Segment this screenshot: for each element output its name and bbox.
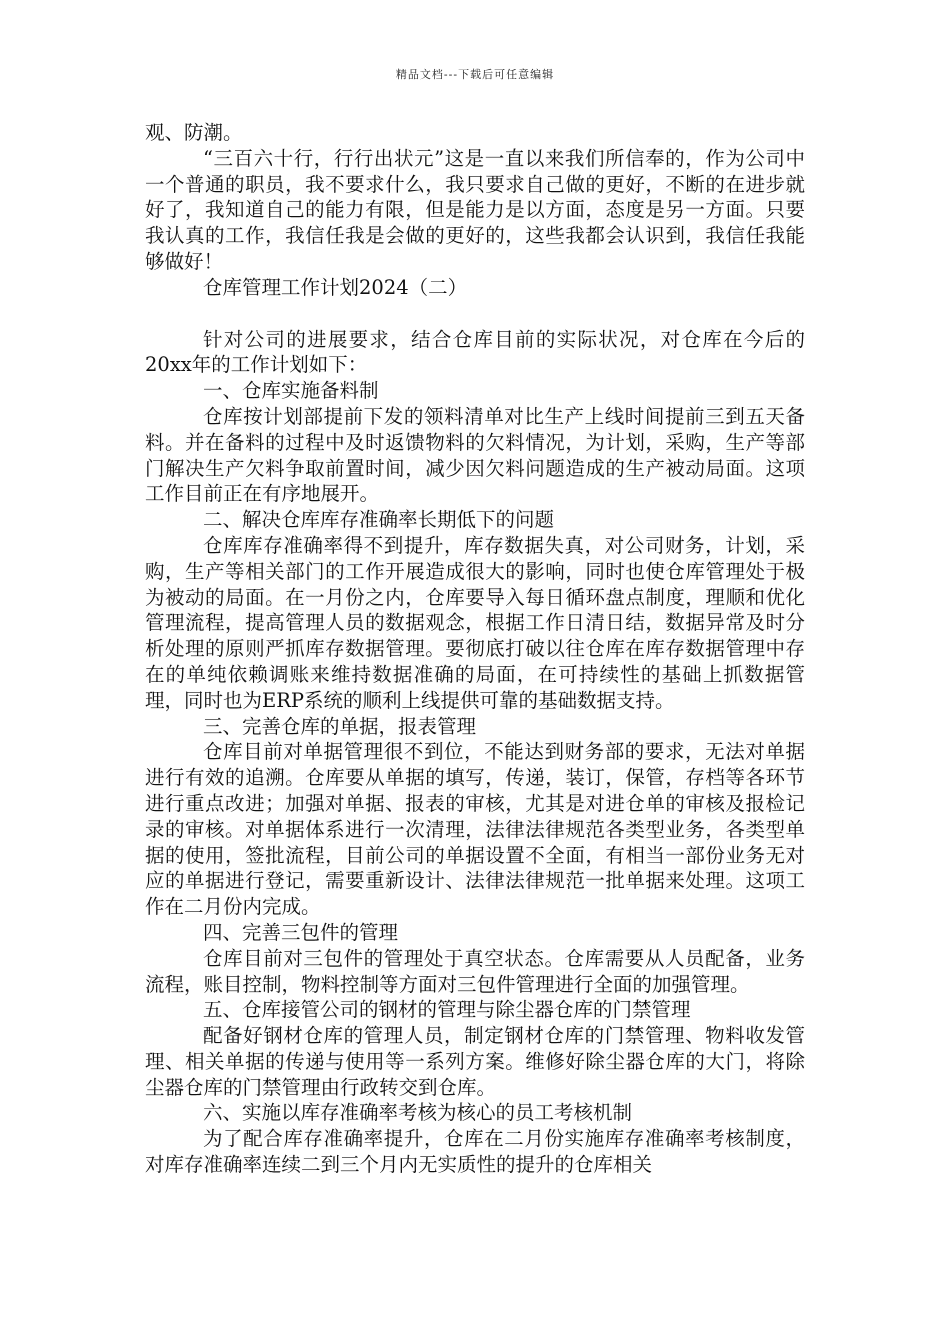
section-title: 仓库管理工作计划2024（二）	[203, 275, 468, 299]
heading-6: 六、实施以库存准确率考核为核心的员工考核机制	[203, 1101, 633, 1125]
blank-line	[145, 301, 805, 327]
paragraph-1: 仓库按计划部提前下发的领料清单对比生产上线时间提前三到五天备料。并在备料的过程中及时返馈物料的欠料情况，为计划，采购，生产等部门解决生产欠料争取前置时间，减少因欠料问题造成的生产被动局面。这项工作目前正在有序地展开。	[145, 404, 805, 506]
page-header: 精品文档---下载后可任意编辑	[395, 68, 555, 81]
heading-2: 二、解决仓库库存准确率长期低下的问题	[203, 508, 555, 532]
heading-3: 三、完善仓库的单据，报表管理	[203, 714, 477, 738]
paragraph-motto: “三百六十行，行行出状元”这是一直以来我们所信奉的，作为公司中一个普通的职员，我不要求什么，我只要求自己做的更好，不断的在进步就好了，我知道自己的能力有限，但是能力是以方面，态度是另一方面。只要我认真的工作，我信任我是会做的更好的，这些我都会认识到，我信任我能够做好！	[145, 146, 805, 273]
paragraph-5: 配备好钢材仓库的管理人员，制定钢材仓库的门禁管理、物料收发管理、相关单据的传递与使用等一系列方案。维修好除尘器仓库的大门，将除尘器仓库的门禁管理由行政转交到仓库。	[145, 1024, 805, 1099]
paragraph-continuation: 观、防潮。	[145, 121, 243, 144]
heading-1: 一、仓库实施备料制	[203, 379, 379, 403]
paragraph-intro: 针对公司的进展要求，结合仓库目前的实际状况，对仓库在今后的20xx年的工作计划如下：	[145, 327, 805, 377]
paragraph-2: 仓库库存准确率得不到提升，库存数据失真，对公司财务，计划，采购，生产等相关部门的工作开展造成很大的影响，同时也使仓库管理处于极为被动的局面。在一月份之内，仓库要导入每日循环盘点制度，理顺和优化管理流程，提高管理人员的数据观念，根据工作日清日结，数据异常及时分析处理的原则严抓库存数据管理。要彻底打破以往仓库在库存数据管理中存在的单纯依赖调账来维持数据准确的局面，在可持续性的基础上抓数据管理，同时也为ERP系统的顺利上线提供可靠的基础数据支持。	[145, 533, 805, 712]
document-body	[145, 120, 805, 1178]
paragraph-4: 仓库目前对三包件的管理处于真空状态。仓库需要从人员配备，业务流程，账目控制，物料控制等方面对三包件管理进行全面的加强管理。	[145, 946, 805, 996]
heading-4: 四、完善三包件的管理	[203, 920, 399, 944]
paragraph-6: 为了配合库存准确率提升，仓库在二月份实施库存准确率考核制度，对库存准确率连续二到三个月内无实质性的提升的仓库相关	[145, 1127, 805, 1177]
heading-5: 五、仓库接管公司的钢材的管理与除尘器仓库的门禁管理	[203, 998, 691, 1022]
paragraph-3: 仓库目前对单据管理很不到位，不能达到财务部的要求，无法对单据进行有效的追溯。仓库要从单据的填写，传递，装订，保管，存档等各环节进行重点改进；加强对单据、报表的审核，尤其是对进仓单的审核及报检记录的审核。对单据体系进行一次清理，法律法律规范各类型业务，各类型单据的使用，签批流程，目前公司的单据设置不全面，有相当一部份业务无对应的单据进行登记，需要重新设计、法律法律规范一批单据来处理。这项工作在二月份内完成。	[145, 740, 805, 919]
